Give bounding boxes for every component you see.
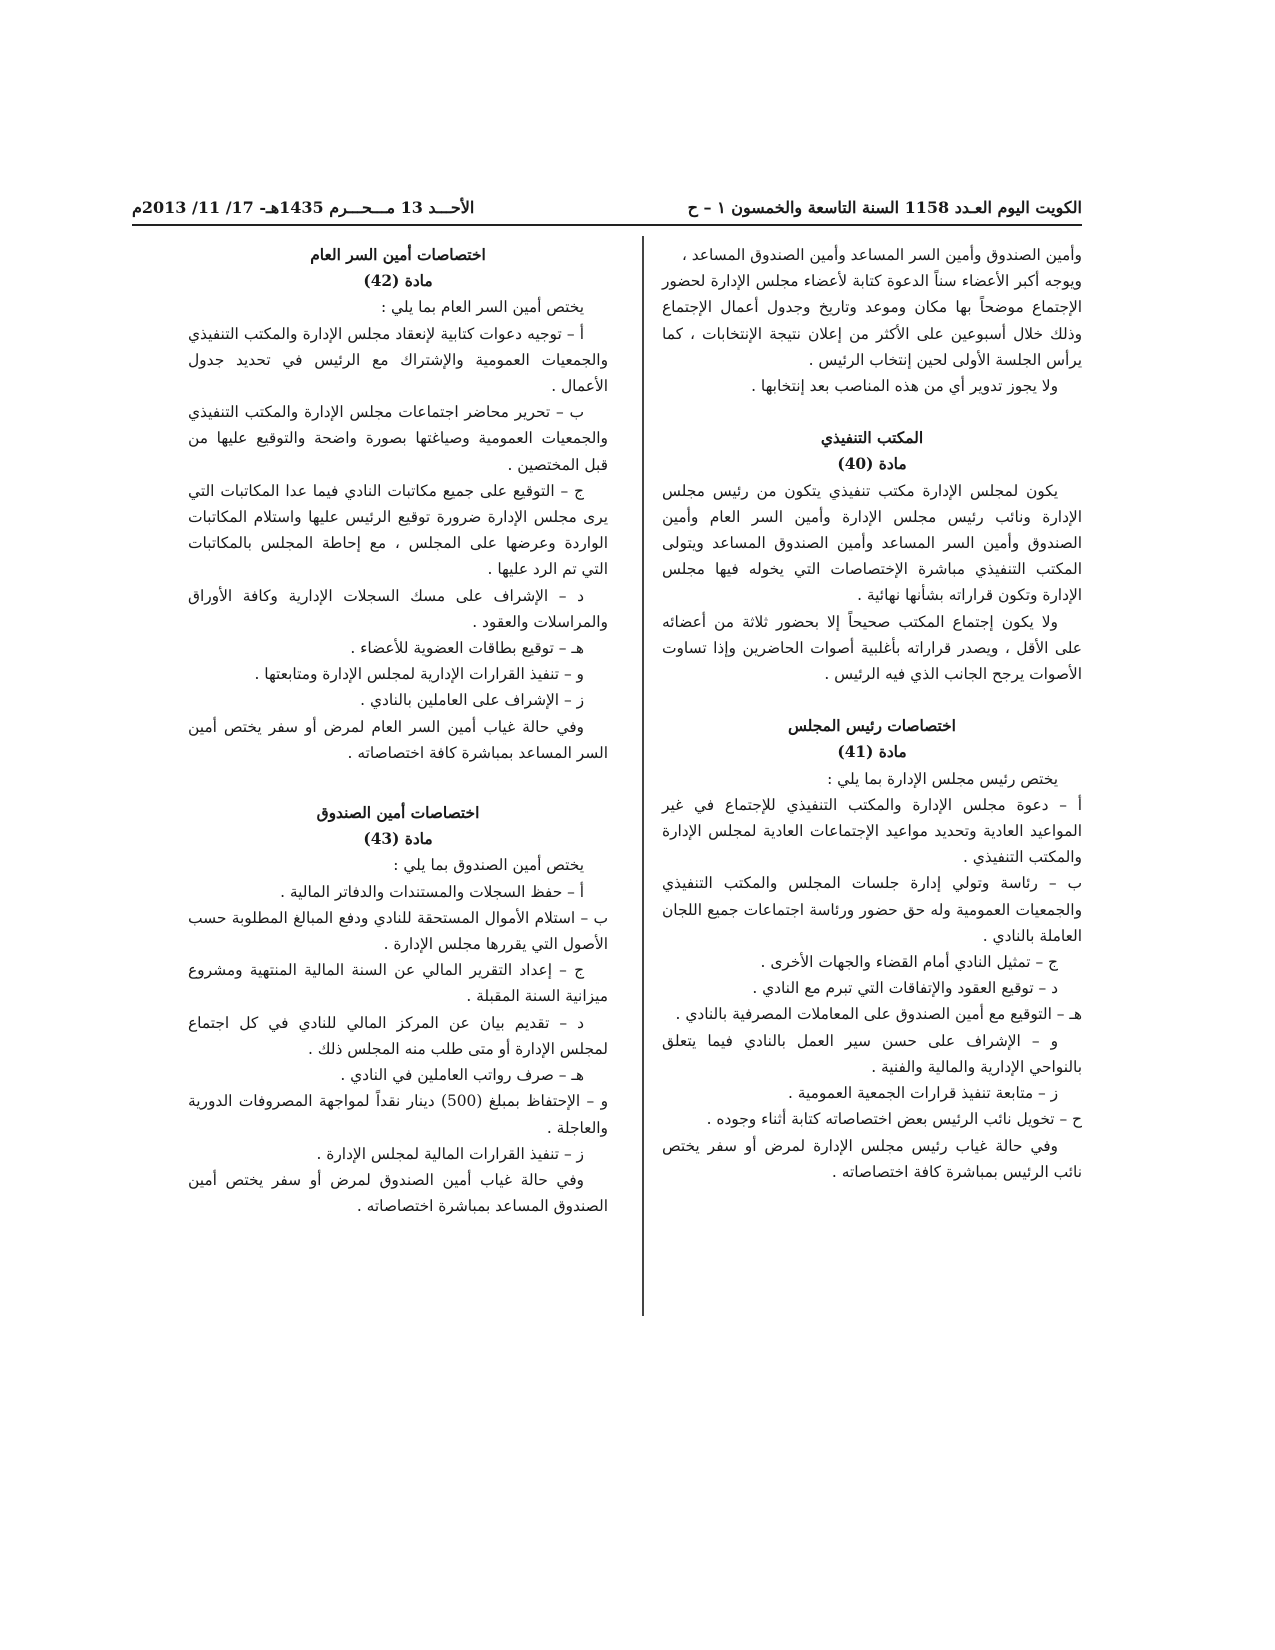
article-number: مادة (41) <box>837 743 907 762</box>
article-number: مادة (40) <box>837 455 907 474</box>
header-rule <box>132 224 1082 226</box>
article-paragraph: ولا يكون إجتماع المكتب صحيحاً إلا بحضور ثلاثة من أعضائه على الأقل ، ويصدر قراراته بأغلبية أصوات الحاضرين وإذا تساوت الأصوات يرجح الجانب الذي فيه الرئيس . <box>662 612 1082 684</box>
article-item: أ – حفظ السجلات والمستندات والدفاتر المالية . <box>280 882 584 901</box>
article-closing: وفي حالة غياب أمين الصندوق لمرض أو سفر يختص أمين الصندوق المساعد بمباشرة اختصاصاته . <box>188 1170 608 1216</box>
section-title: اختصاصات أمين السر العام <box>310 246 486 264</box>
article-number: مادة (43) <box>363 830 433 849</box>
article-lead: يختص أمين الصندوق بما يلي : <box>393 856 584 875</box>
article-item: هـ – توقيع بطاقات العضوية للأعضاء . <box>350 639 584 658</box>
section-title: اختصاصات أمين الصندوق <box>316 804 480 823</box>
article-item: ز – متابعة تنفيذ قرارات الجمعية العمومية . <box>787 1084 1058 1103</box>
article-item: هـ – صرف رواتب العاملين في النادي . <box>340 1066 584 1085</box>
section-title: اختصاصات رئيس المجلس <box>788 717 956 736</box>
article-item: و – تنفيذ القرارات الإدارية لمجلس الإدارة ومتابعتها . <box>254 665 584 684</box>
article-item: ز – تنفيذ القرارات المالية لمجلس الإدارة . <box>316 1144 584 1163</box>
intro-paragraph: وأمين الصندوق وأمين السر المساعد وأمين الصندوق المساعد ، <box>681 246 1082 264</box>
article-item: ج – إعداد التقرير المالي عن السنة المالية المنتهية ومشروع ميزانية السنة المقبلة . <box>188 961 608 1006</box>
page-header <box>132 194 1082 220</box>
right-column <box>662 242 1082 1185</box>
header-gazette-info: الكويت اليوم العـدد 1158 السنة التاسعة والخمسون ١ – ح <box>687 197 1082 217</box>
article-item: ب – استلام الأموال المستحقة للنادي ودفع المبالغ المطلوبة حسب الأصول التي يقررها مجلس الإدارة . <box>188 908 608 954</box>
article-lead: يختص أمين السر العام بما يلي : <box>380 298 584 317</box>
article-item: ح – تخويل نائب الرئيس بعض اختصاصاته كتابة أثناء وجوده . <box>706 1110 1082 1129</box>
article-item: أ – دعوة مجلس الإدارة والمكتب التنفيذي للإجتماع في غير المواعيد العادية وتحديد مواعيد الإجتماعات العادية لمجلس الإدارة والمكتب التنفيذي . <box>662 795 1082 867</box>
article-lead: يختص رئيس مجلس الإدارة بما يلي : <box>827 769 1058 788</box>
intro-paragraph: ويوجه أكبر الأعضاء سناً الدعوة كتابة لأعضاء مجلس الإدارة لحضور الإجتماع موضحاً بها مكان وموعد وتاريخ وجدول أعمال الإجتماع وذلك خلال أسبوعين على الأكثر من إعلان نتيجة الإنتخابات ، كما يرأس الجلسة الأولى لحين إنتخاب الرئيس . <box>662 272 1082 369</box>
article-item: ز – الإشراف على العاملين بالنادي . <box>360 691 584 710</box>
article-number: مادة (42) <box>363 272 433 291</box>
article-item: أ – توجيه دعوات كتابية لإنعقاد مجلس الإدارة والمكتب التنفيذي والجمعيات العمومية والإشتراك مع الرئيس في تحديد جدول الأعمال . <box>188 324 608 396</box>
article-closing: وفي حالة غياب أمين السر العام لمرض أو سفر يختص أمين السر المساعد بمباشرة كافة اختصاصاته . <box>188 717 608 762</box>
left-column <box>188 242 608 1219</box>
intro-paragraph: ولا يجوز تدوير أي من هذه المناصب بعد إنتخابها . <box>751 377 1058 396</box>
article-item: د – تقديم بيان عن المركز المالي للنادي في كل اجتماع لمجلس الإدارة أو متى طلب منه المجلس ذلك . <box>188 1013 608 1058</box>
article-item: د – توقيع العقود والإتفاقات التي تبرم مع النادي . <box>752 979 1058 998</box>
article-item: د – الإشراف على مسك السجلات الإدارية وكافة الأوراق والمراسلات والعقود . <box>188 586 608 631</box>
header-date: الأحـــد 13 مـــحـــرم 1435هـ- 17/ 11/ 2013م <box>132 197 475 217</box>
article-item: و – الإشراف على حسن سير العمل بالنادي فيما يتعلق بالنواحي الإدارية والمالية والفنية . <box>662 1031 1082 1076</box>
article-item: ب – تحرير محاضر اجتماعات مجلس الإدارة والمكتب التنفيذي والجمعيات العمومية وصياغتها بصورة واضحة والتوقيع عليها من قبل المختصين . <box>188 403 608 474</box>
article-paragraph: يكون لمجلس الإدارة مكتب تنفيذي يتكون من رئيس مجلس الإدارة ونائب رئيس مجلس الإدارة وأمين السر العام وأمين الصندوق وأمين السر المساعد وأمين الصندوق المساعد ويتولى المكتب التنفيذي مباشرة الإختصاصات التي يخوله فيها مجلس الإدارة وتكون قراراته بشأنها نهائية . <box>662 481 1082 605</box>
column-divider <box>642 236 644 1316</box>
article-closing: وفي حالة غياب رئيس مجلس الإدارة لمرض أو سفر يختص نائب الرئيس بمباشرة كافة اختصاصاته . <box>662 1136 1082 1181</box>
article-item: و – الإحتفاظ بمبلغ (500) دينار نقداً لمواجهة المصروفات الدورية والعاجلة . <box>188 1092 608 1137</box>
section-title: المكتب التنفيذي <box>820 429 924 448</box>
article-item: ج – التوقيع على جميع مكاتبات النادي فيما عدا المكاتبات التي يرى مجلس الإدارة ضرورة توقيع الرئيس عليها واستلام المكاتبات الواردة وعرضها على المجلس ، مع إحاطة المجلس بالمكاتبات التي تم الرد عليها . <box>188 481 608 579</box>
article-item: ج – تمثيل النادي أمام القضاء والجهات الأخرى . <box>760 953 1058 972</box>
article-item: ب – رئاسة وتولي إدارة جلسات المجلس والمكتب التنفيذي والجمعيات العمومية وله حق حضور ورئاسة اجتماعات جميع اللجان العاملة بالنادي . <box>662 874 1082 945</box>
article-item: هـ – التوقيع مع أمين الصندوق على المعاملات المصرفية بالنادي . <box>675 1005 1082 1024</box>
